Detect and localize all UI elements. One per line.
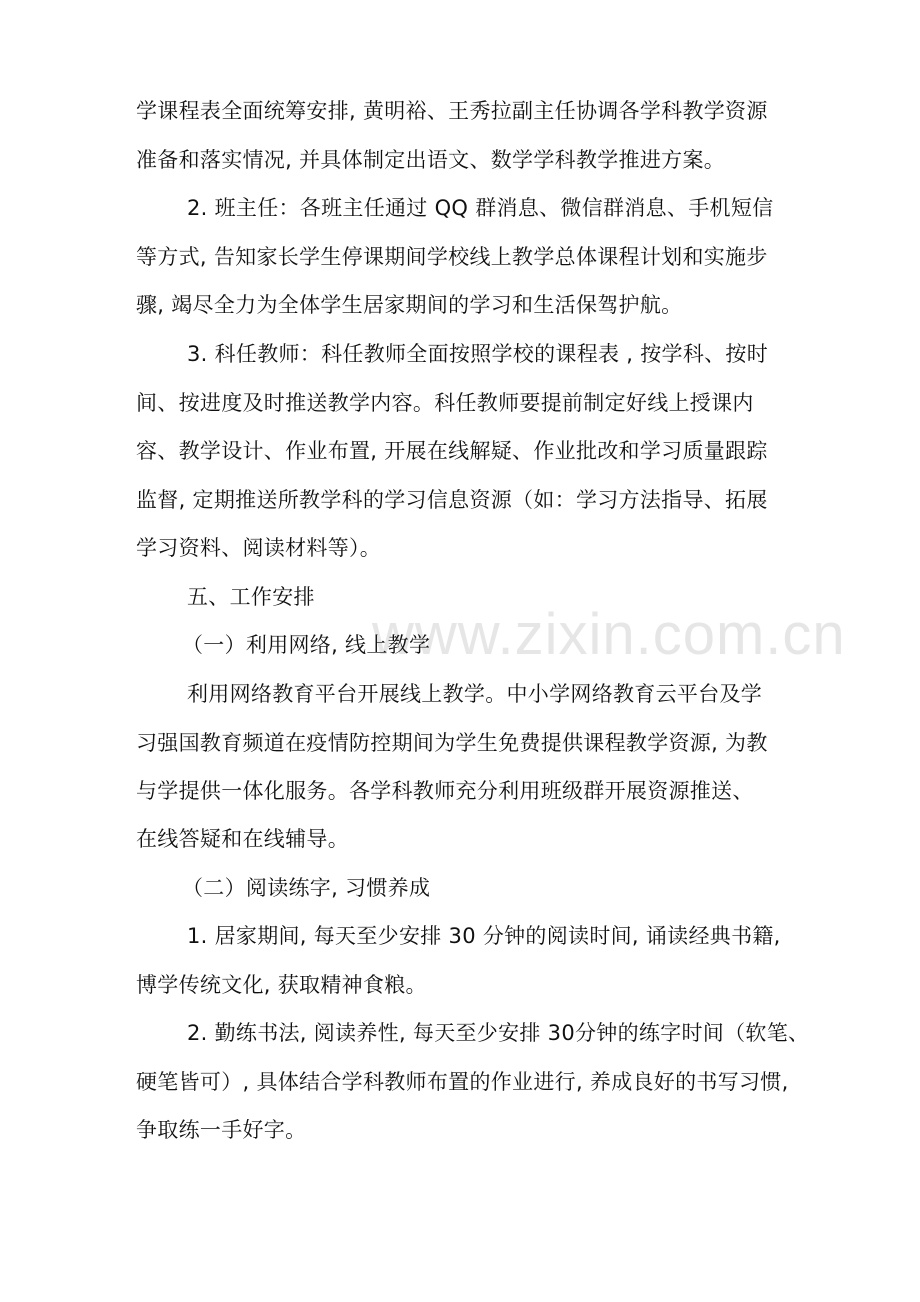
- paragraph-line: 与学提供一体化服务。各学科教师充分利用班级群开展资源推送、: [136, 779, 754, 803]
- paragraph-line: 2. 班主任：各班主任通过 QQ 群消息、微信群消息、手机短信: [187, 196, 774, 220]
- paragraph-line: 容、教学设计、作业布置, 开展在线解疑、作业批改和学习质量跟踪: [136, 439, 768, 463]
- paragraph-line: 在线答疑和在线辅导。: [136, 827, 349, 851]
- paragraph-line: 学习资料、阅读材料等）。: [136, 536, 382, 560]
- paragraph-line: 1. 居家期间, 每天至少安排 30 分钟的阅读时间, 诵读经典书籍,: [187, 924, 781, 948]
- paragraph-line: 准备和落实情况, 并具体制定出语文、数学学科教学推进方案。: [136, 148, 726, 172]
- paragraph-line: 博学传统文化, 获取精神食粮。: [136, 973, 427, 997]
- paragraph-line: 利用网络教育平台开展线上教学。中小学网络教育云平台及学: [187, 682, 763, 706]
- paragraph-line: 习强国教育频道在疫情防控期间为学生免费提供课程教学资源, 为教: [136, 731, 768, 755]
- paragraph-line: 等方式, 告知家长学生停课期间学校线上教学总体课程计划和实施步: [136, 245, 768, 269]
- paragraph-line: 硬笔皆可）, 具体结合学科教师布置的作业进行, 养成良好的书写习惯,: [136, 1070, 789, 1094]
- paragraph-line: 骤, 竭尽全力为全体学生居家期间的学习和生活保驾护航。: [136, 293, 683, 317]
- paragraph-line: 学课程表全面统筹安排, 黄明裕、王秀拉副主任协调各学科教学资源: [136, 99, 768, 123]
- subsection-heading: （二）阅读练字, 习惯养成: [182, 876, 431, 900]
- section-heading: 五、工作安排: [187, 585, 315, 609]
- watermark: www.zixin.com.cn: [372, 602, 846, 667]
- paragraph-line: 间、按进度及时推送教学内容。科任教师要提前制定好线上授课内: [136, 391, 754, 415]
- paragraph-line: 争取练一手好字。: [136, 1118, 307, 1142]
- paragraph-line: 监督, 定期推送所教学科的学习信息资源（如：学习方法指导、拓展: [136, 488, 768, 512]
- subsection-heading: （一）利用网络, 线上教学: [182, 633, 431, 657]
- paragraph-line: 3. 科任教师：科任教师全面按照学校的课程表 , 按学科、按时: [187, 342, 769, 366]
- paragraph-line: 2. 勤练书法, 阅读养性, 每天至少安排 30分钟的练字时间（软笔、: [187, 1021, 810, 1045]
